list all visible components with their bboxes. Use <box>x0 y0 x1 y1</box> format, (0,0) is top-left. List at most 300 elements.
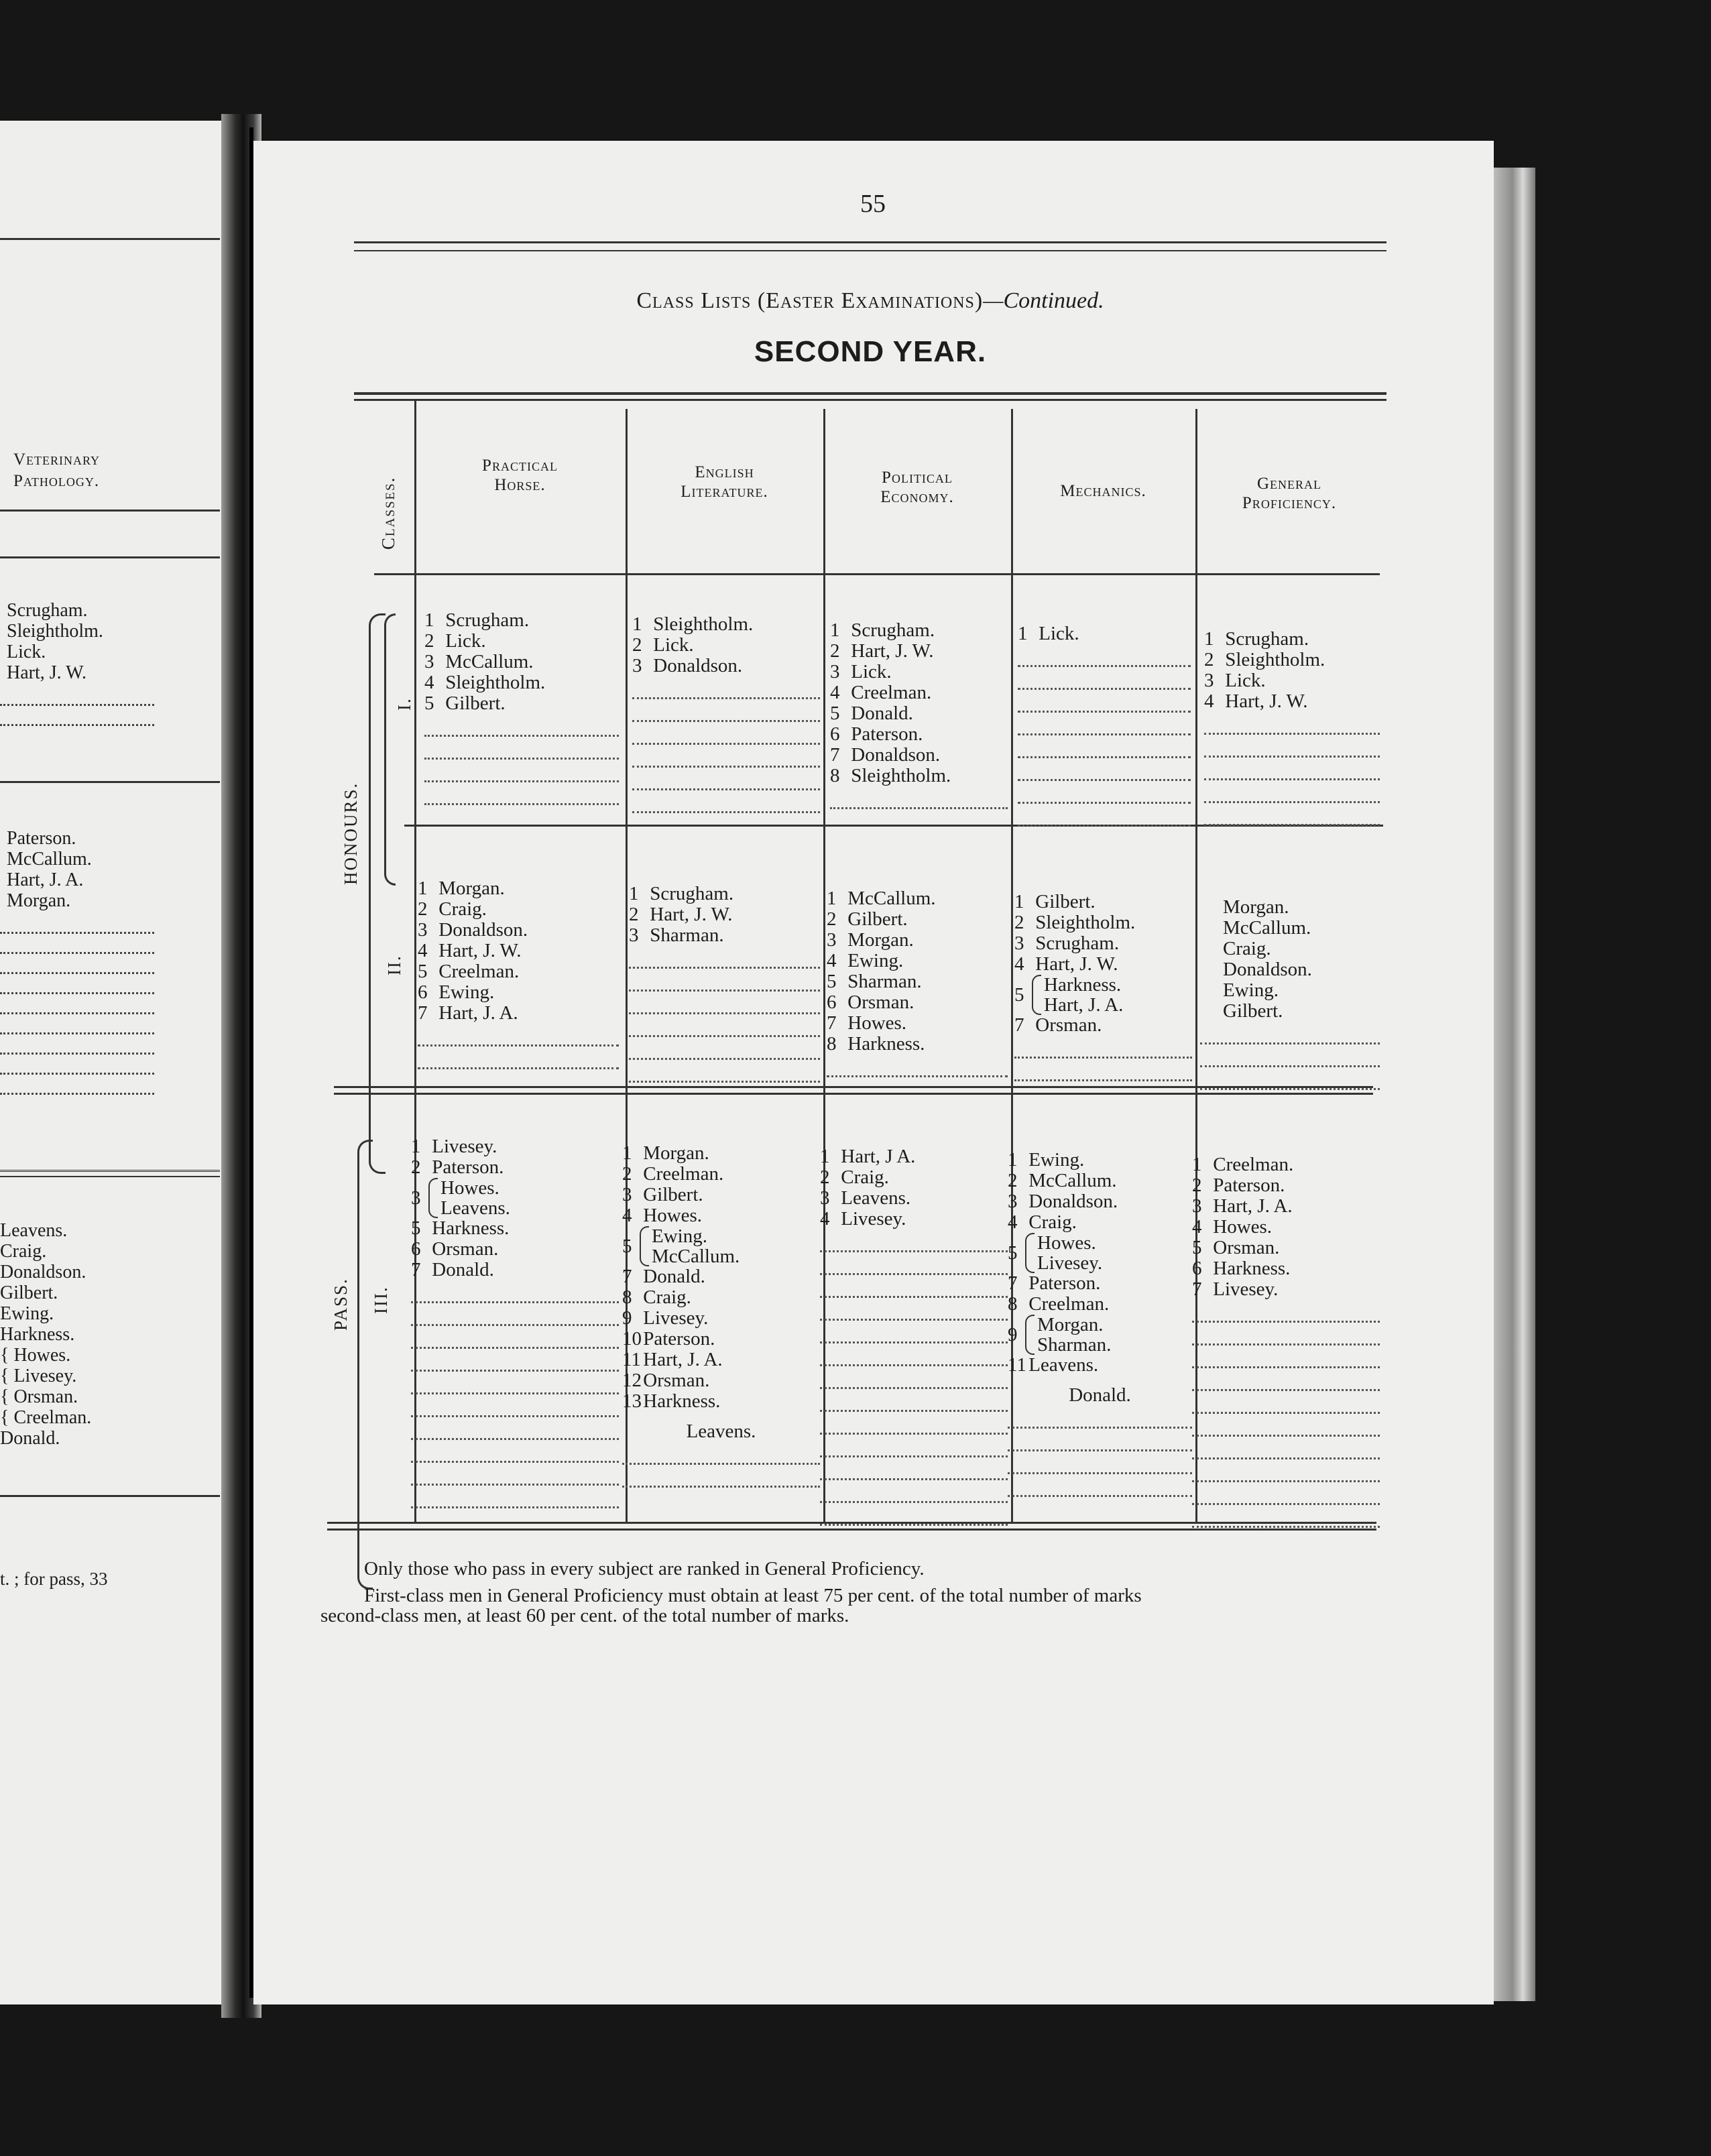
student-name: Donald. <box>851 703 913 724</box>
rank: 3 <box>411 1187 421 1209</box>
dotted-line <box>1018 690 1191 713</box>
student-name: Creelman. <box>1028 1293 1110 1315</box>
list-entry <box>622 1266 820 1287</box>
note-second-class: second-class men, at least 60 per cent. of the total number of marks. <box>320 1605 849 1626</box>
student-name: Creelman. <box>643 1163 724 1185</box>
list-entry <box>827 1013 1008 1034</box>
student-name: Harkness. <box>847 1033 925 1055</box>
list-entry <box>1008 1171 1192 1191</box>
list-entry <box>830 662 1008 682</box>
list-entry <box>424 631 619 652</box>
column-header: Veterinary Pathology. <box>13 451 101 490</box>
header-bottom-rule <box>374 573 1380 575</box>
classes-header: Classes. <box>378 476 398 550</box>
rank: 9 <box>622 1307 632 1329</box>
list-entry <box>830 641 1008 662</box>
unranked-entry: Donald. <box>1069 1384 1131 1406</box>
student-name: Harkness. <box>1044 974 1122 996</box>
student-name: Morgan. <box>438 878 505 899</box>
rank: 7 <box>830 744 840 766</box>
list-entry <box>830 682 1008 703</box>
cell-honours-2-mechanics <box>1014 892 1192 1081</box>
rank: 6 <box>418 981 428 1003</box>
student-name: Sleightholm. <box>445 672 546 693</box>
dotted-line <box>1008 1474 1192 1497</box>
dotted-line <box>820 1275 1008 1298</box>
rank: 2 <box>622 1163 632 1185</box>
list-entry <box>418 878 619 899</box>
dotted-line <box>0 704 154 706</box>
dotted-line <box>1008 1451 1192 1474</box>
student-name: McCallum. <box>1028 1170 1117 1191</box>
list-entry <box>1200 918 1380 939</box>
student-name: Paterson. <box>643 1328 715 1350</box>
page-55 <box>253 141 1494 2004</box>
list-entry <box>827 930 1008 951</box>
left-page-name: { Howes. <box>0 1345 71 1366</box>
dotted-line <box>820 1503 1008 1526</box>
student-name: Gilbert. <box>445 693 506 714</box>
list-entry <box>629 884 820 904</box>
dotted-line <box>830 786 1008 809</box>
left-page-name: Donald. <box>0 1428 60 1449</box>
dotted-line <box>622 1442 820 1465</box>
tied-names <box>1037 1315 1111 1355</box>
tied-names <box>440 1178 510 1218</box>
left-page-name: Ewing. <box>0 1303 54 1324</box>
rank: 5 <box>622 1235 632 1257</box>
dotted-line <box>1008 1429 1192 1451</box>
dotted-line <box>1204 712 1380 735</box>
cell-honours-1-english-literature <box>632 614 820 813</box>
rank: 8 <box>830 765 840 786</box>
rank: 2 <box>411 1156 421 1178</box>
cell-pass-3-english-literature <box>622 1143 820 1488</box>
dotted-line <box>1018 781 1191 804</box>
dotted-line <box>820 1343 1008 1366</box>
list-entry <box>1204 691 1380 712</box>
student-name: Sharman. <box>847 971 922 992</box>
list-entry <box>1192 1238 1380 1258</box>
dotted-line <box>1192 1482 1380 1505</box>
rank: 11 <box>622 1349 641 1370</box>
cell-pass-3-practical-horse <box>411 1136 619 1508</box>
brace-mark <box>640 1226 649 1266</box>
dotted-line <box>411 1280 619 1303</box>
rank: 13 <box>622 1390 642 1412</box>
rank: 6 <box>827 992 837 1013</box>
left-page-name: Harkness. <box>0 1324 75 1345</box>
rule <box>0 1495 220 1497</box>
cell-honours-1-general-proficiency <box>1204 629 1380 826</box>
student-name: Paterson. <box>851 723 923 745</box>
table-top-rule <box>354 392 1386 395</box>
student-name: Orsman. <box>432 1238 499 1260</box>
list-entry <box>632 635 820 656</box>
list-entry <box>1200 897 1380 918</box>
student-name: Scrugham. <box>1035 933 1120 954</box>
top-rule <box>0 238 220 240</box>
student-name: Lick. <box>1039 623 1079 644</box>
rank: 3 <box>632 655 642 676</box>
left-page-name: Leavens. <box>0 1220 68 1241</box>
header-general-proficiency: General Proficiency. <box>1242 475 1337 512</box>
student-name: Hart, J. A. <box>643 1349 723 1370</box>
dotted-line <box>0 724 154 726</box>
honours-brace <box>369 613 386 1174</box>
tied-entry <box>1014 975 1192 1015</box>
student-name: Ewing. <box>438 981 495 1003</box>
list-entry <box>418 941 619 961</box>
list-entry <box>424 610 619 631</box>
list-entry <box>830 745 1008 766</box>
brace-mark <box>1025 1315 1035 1355</box>
dotted-line <box>418 1046 619 1069</box>
dotted-line <box>1192 1323 1380 1345</box>
student-name: Donaldson. <box>1028 1191 1118 1212</box>
list-entry <box>1192 1154 1380 1175</box>
rank: 5 <box>418 961 428 982</box>
dotted-line <box>411 1486 619 1508</box>
student-name: Donaldson. <box>1223 959 1312 980</box>
dotted-line <box>629 1014 820 1037</box>
rank: 8 <box>1008 1293 1018 1315</box>
student-name: Gilbert. <box>1223 1000 1283 1022</box>
rule <box>0 510 220 512</box>
student-name: Donaldson. <box>653 655 743 676</box>
rank: 4 <box>424 672 434 693</box>
dotted-line <box>1018 713 1191 735</box>
left-page-name: { Orsman. <box>0 1386 78 1407</box>
brace-mark <box>1032 975 1041 1015</box>
rank: 3 <box>1008 1191 1018 1212</box>
page-edge <box>1494 168 1535 2001</box>
dotted-line <box>1018 758 1191 781</box>
cell-pass-3-mechanics <box>1008 1150 1192 1497</box>
student-name: Hart, J. A. <box>438 1002 518 1024</box>
student-name: Howes. <box>847 1012 907 1034</box>
rank: 9 <box>1008 1323 1018 1345</box>
left-page-name: Gilbert. <box>0 1282 58 1303</box>
list-entry <box>418 920 619 941</box>
rank: 5 <box>411 1217 421 1239</box>
dotted-line <box>424 782 619 805</box>
student-name: Orsman. <box>643 1370 710 1391</box>
rank: 7 <box>1192 1278 1202 1300</box>
left-page-name: Scrugham. <box>7 600 88 621</box>
student-name: Craig. <box>1223 938 1271 959</box>
cell-honours-2-practical-horse <box>418 878 619 1069</box>
dotted-line <box>622 1465 820 1488</box>
list-entry <box>1204 629 1380 650</box>
dotted-line <box>1192 1391 1380 1414</box>
rank: 8 <box>622 1286 632 1308</box>
dotted-line <box>0 1012 154 1014</box>
student-name: Ewing. <box>1223 979 1279 1001</box>
header-mechanics: Mechanics. <box>1060 482 1146 500</box>
header-rule <box>354 241 1386 251</box>
rank: 2 <box>830 640 840 662</box>
brace-mark <box>1025 1233 1035 1273</box>
list-entry <box>418 1003 619 1024</box>
dotted-line <box>629 1037 820 1060</box>
dotted-line <box>632 676 820 699</box>
rank: 5 <box>1192 1237 1202 1258</box>
dotted-line <box>411 1440 619 1463</box>
rank: 1 <box>820 1146 830 1167</box>
rank: 6 <box>830 723 840 745</box>
dotted-line <box>1192 1300 1380 1323</box>
rank: 2 <box>1204 649 1214 670</box>
dotted-line <box>629 946 820 969</box>
student-name: Hart, J A. <box>841 1146 916 1167</box>
rank: 1 <box>1014 891 1024 912</box>
student-name: Creelman. <box>851 682 932 703</box>
list-entry <box>827 951 1008 971</box>
student-name: Ewing. <box>652 1225 707 1247</box>
list-entry <box>629 904 820 925</box>
rank: 3 <box>1014 933 1024 954</box>
year-title: SECOND YEAR. <box>754 335 987 368</box>
rank: 4 <box>622 1205 632 1226</box>
rank: 2 <box>820 1166 830 1188</box>
dotted-line <box>1192 1459 1380 1482</box>
student-name: Lick. <box>653 634 694 656</box>
list-entry <box>827 888 1008 909</box>
list-entry <box>1192 1196 1380 1217</box>
rank: 2 <box>827 908 837 930</box>
left-page-name: Lick. <box>7 642 46 662</box>
dotted-line <box>820 1366 1008 1389</box>
left-page-name: Hart, J. W. <box>7 662 86 683</box>
student-name: Orsman. <box>847 992 914 1013</box>
rank: 5 <box>827 971 837 992</box>
dotted-line <box>1008 1406 1192 1429</box>
list-entry <box>424 652 619 672</box>
cell-honours-1-political-economy <box>830 620 1008 809</box>
list-entry <box>1014 912 1192 933</box>
dotted-line <box>1014 1036 1192 1059</box>
student-name: Hart, J. A. <box>1044 994 1124 1016</box>
student-name: Orsman. <box>1213 1237 1280 1258</box>
list-entry <box>1200 980 1380 1001</box>
student-name: Creelman. <box>438 961 520 982</box>
rank: 2 <box>632 634 642 656</box>
rank: 7 <box>1008 1272 1018 1294</box>
student-name: Leavens. <box>440 1197 510 1219</box>
student-name: Howes. <box>1037 1232 1096 1254</box>
dotted-line <box>1204 758 1380 780</box>
pass-label: PASS. <box>331 1278 351 1331</box>
list-entry <box>830 724 1008 745</box>
dotted-line <box>411 1463 619 1486</box>
list-entry <box>1204 650 1380 670</box>
dotted-line <box>820 1480 1008 1503</box>
footnote-fragment: t. ; for pass, 33 <box>0 1569 108 1589</box>
rank: 5 <box>830 703 840 724</box>
list-entry <box>1192 1175 1380 1196</box>
list-entry <box>622 1308 820 1329</box>
dotted-line <box>1204 735 1380 758</box>
caption-main: Class Lists (Easter Examinations) <box>636 288 984 313</box>
pass-brace <box>357 1140 373 1590</box>
list-entry <box>1008 1355 1192 1376</box>
dotted-line <box>632 699 820 722</box>
rank: 5 <box>1014 983 1024 1006</box>
rank: 8 <box>827 1033 837 1055</box>
student-name: Sleightholm. <box>1035 912 1136 933</box>
rank: 3 <box>830 661 840 682</box>
left-page-name: Craig. <box>0 1241 47 1262</box>
dotted-line <box>632 790 820 813</box>
dotted-line <box>411 1394 619 1417</box>
student-name: Howes. <box>643 1205 703 1226</box>
student-name: Lick. <box>445 630 486 652</box>
cell-honours-1-mechanics <box>1018 623 1191 827</box>
list-entry <box>830 620 1008 641</box>
note-first-class: First-class men in General Proficiency must obtain at least 75 per cent. of the total number of marks <box>364 1585 1142 1606</box>
list-entry <box>632 614 820 635</box>
dotted-line <box>1192 1505 1380 1528</box>
dotted-line <box>411 1326 619 1349</box>
student-name: Howes. <box>1213 1216 1273 1238</box>
rank: 7 <box>827 1012 837 1034</box>
rank: 4 <box>820 1208 830 1230</box>
student-name: Lick. <box>851 661 892 682</box>
rank: 1 <box>622 1142 632 1164</box>
dotted-line <box>632 722 820 745</box>
dotted-line <box>820 1252 1008 1275</box>
student-name: Scrugham. <box>650 883 734 904</box>
dotted-line <box>1192 1414 1380 1437</box>
dotted-line <box>424 737 619 760</box>
list-entry <box>820 1188 1008 1209</box>
tied-entry <box>1008 1233 1192 1273</box>
dotted-line <box>1018 804 1191 827</box>
rank: 7 <box>622 1266 632 1287</box>
list-entry <box>1014 892 1192 912</box>
rank: 4 <box>1192 1216 1202 1238</box>
rank: 1 <box>1204 628 1214 650</box>
list-entry <box>1204 670 1380 691</box>
list-entry <box>827 1034 1008 1055</box>
rank: 4 <box>1014 953 1024 975</box>
dotted-line <box>820 1412 1008 1435</box>
dotted-line <box>1192 1345 1380 1368</box>
class-three-label: III. <box>371 1286 391 1314</box>
dotted-line <box>629 992 820 1014</box>
student-name: Sleightholm. <box>1225 649 1325 670</box>
list-entry <box>1192 1279 1380 1300</box>
list-entry <box>1008 1191 1192 1212</box>
list-entry <box>418 961 619 982</box>
name-group <box>7 828 92 911</box>
list-entry <box>1014 954 1192 975</box>
dotted-line <box>820 1457 1008 1480</box>
dotted-line <box>1018 644 1191 667</box>
dotted-line <box>418 1024 619 1046</box>
left-page-name: Sleightholm. <box>7 621 103 642</box>
left-page-name: Paterson. <box>7 828 76 849</box>
dotted-line <box>1192 1368 1380 1391</box>
rank: 2 <box>418 898 428 920</box>
cell-honours-2-political-economy <box>827 888 1008 1077</box>
dotted-line <box>411 1417 619 1440</box>
rank: 7 <box>1014 1014 1024 1036</box>
dotted-line <box>0 932 154 934</box>
dotted-line <box>820 1435 1008 1457</box>
tied-entry <box>411 1178 619 1218</box>
dotted-line <box>0 972 154 974</box>
dotted-line <box>1014 1059 1192 1081</box>
dotted-line <box>629 1060 820 1083</box>
table-bottom-rule <box>327 1529 1376 1531</box>
student-name: Craig. <box>643 1286 691 1308</box>
dotted-line <box>820 1298 1008 1321</box>
student-name: Livesey. <box>1037 1252 1103 1274</box>
rank: 7 <box>411 1259 421 1280</box>
dotted-line <box>1204 780 1380 803</box>
rank: 3 <box>1192 1195 1202 1217</box>
list-entry <box>1200 939 1380 959</box>
cell-pass-3-political-economy <box>820 1146 1008 1526</box>
list-entry <box>629 925 820 946</box>
table-top-rule <box>354 399 1386 401</box>
rank: 10 <box>622 1328 642 1350</box>
rank: 3 <box>622 1184 632 1205</box>
rank: 6 <box>1192 1258 1202 1279</box>
dotted-line <box>827 1055 1008 1077</box>
left-page-name: { Creelman. <box>0 1407 92 1428</box>
list-entry <box>827 992 1008 1013</box>
dotted-line <box>632 768 820 790</box>
name-group <box>0 1220 91 1449</box>
dotted-line <box>1200 1022 1380 1044</box>
student-name: Donaldson. <box>438 919 528 941</box>
caption-suffix: —Continued. <box>983 288 1104 313</box>
student-name: Sharman. <box>1037 1334 1112 1356</box>
student-name: Harkness. <box>643 1390 721 1412</box>
list-entry <box>622 1287 820 1308</box>
dotted-line <box>0 952 154 954</box>
brace-mark <box>428 1178 438 1218</box>
rank: 11 <box>1008 1354 1026 1376</box>
list-entry <box>1192 1217 1380 1238</box>
list-entry <box>1200 1001 1380 1022</box>
rank: 4 <box>1204 691 1214 712</box>
list-entry <box>820 1146 1008 1167</box>
previous-page <box>0 121 235 2004</box>
header-english-literature: English Literature. <box>681 463 768 501</box>
list-entry <box>1192 1258 1380 1279</box>
student-name: Harkness. <box>432 1217 510 1239</box>
student-name: Hart, J. W. <box>438 940 522 961</box>
unranked-entry: Leavens. <box>686 1421 756 1442</box>
cell-honours-2-general-proficiency <box>1200 897 1380 1090</box>
left-page-name: Donaldson. <box>0 1262 86 1282</box>
list-entry <box>1014 1015 1192 1036</box>
name-group <box>7 600 103 683</box>
list-entry <box>622 1185 820 1205</box>
list-entry <box>622 1143 820 1164</box>
list-entry <box>827 909 1008 930</box>
list-entry <box>1018 623 1191 644</box>
dotted-line <box>411 1349 619 1372</box>
student-name: Craig. <box>1028 1211 1077 1233</box>
rank: 1 <box>1008 1149 1018 1171</box>
dotted-line <box>0 1053 154 1055</box>
list-entry <box>622 1205 820 1226</box>
